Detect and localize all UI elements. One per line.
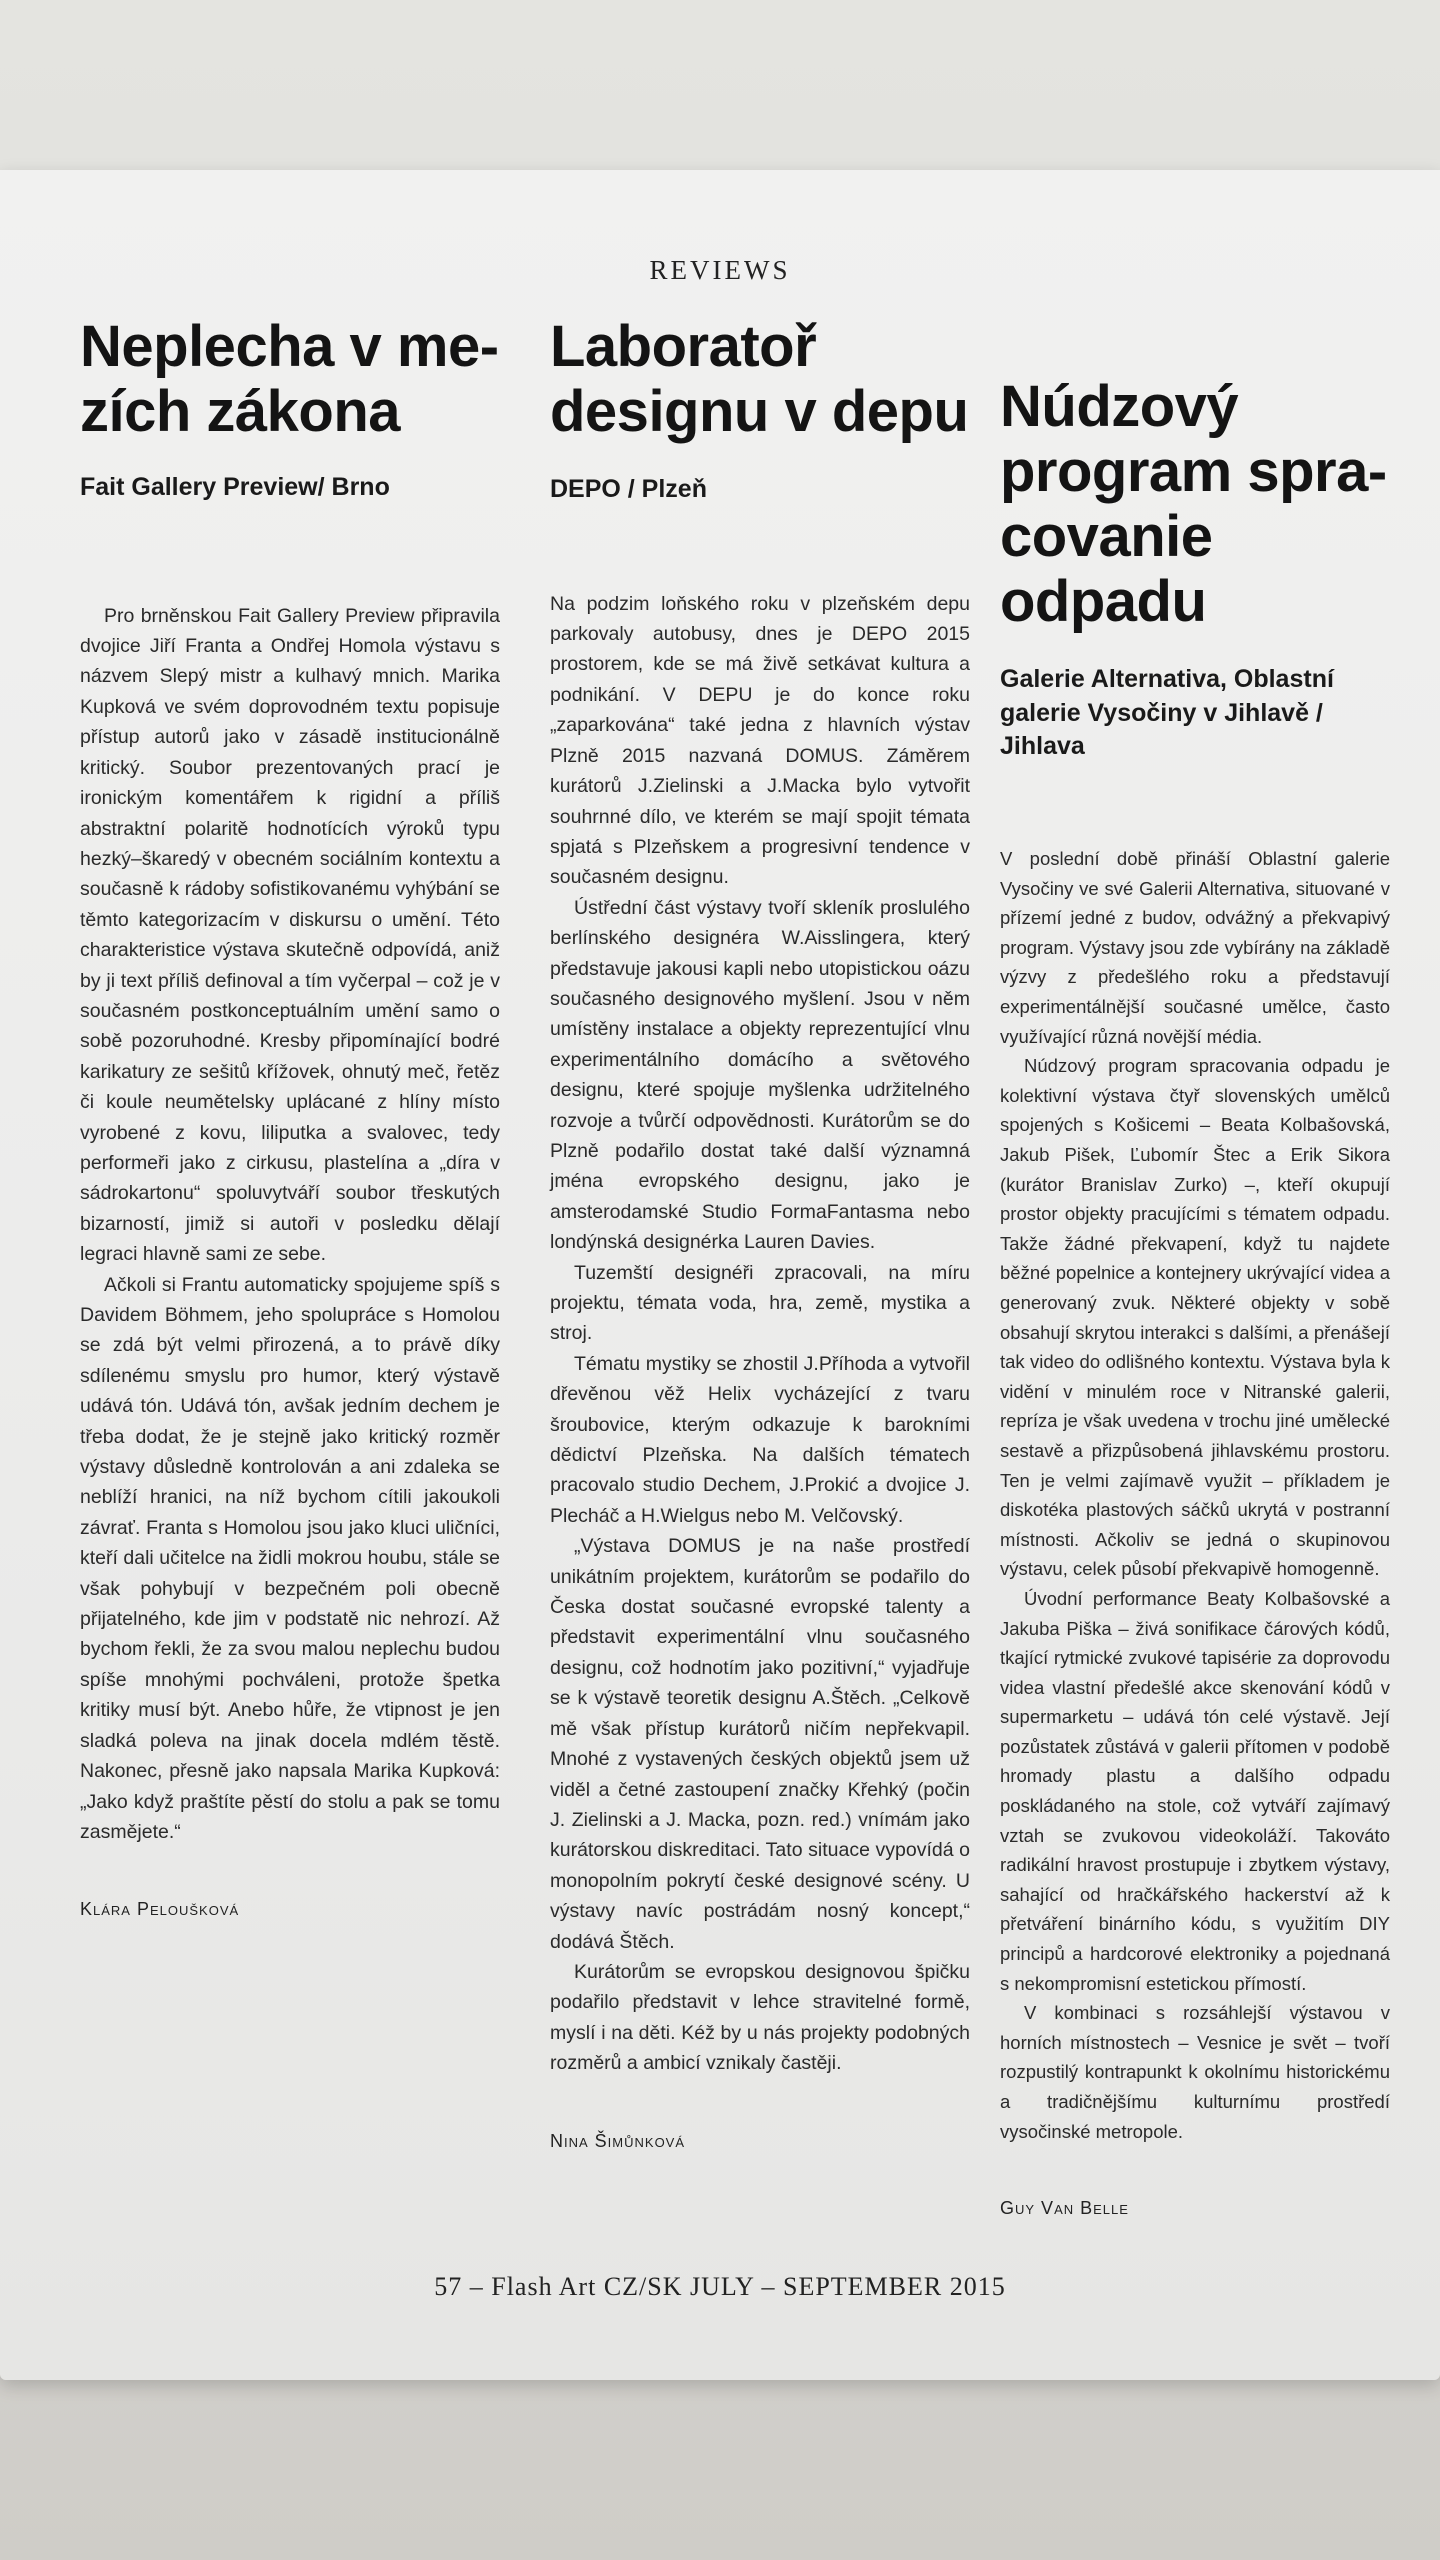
article-1-title bbox=[80, 315, 500, 445]
article-3-title-line: Núdzový bbox=[1000, 374, 1239, 439]
article-2-author: Nina Šimůnková bbox=[550, 2130, 686, 2151]
article-1-author: Klára Peloušková bbox=[80, 1899, 240, 1920]
magazine-page bbox=[0, 170, 1440, 2380]
article-3-paragraph: V kombinaci s rozsáhlejší výstavou v horních místnostech – Vesnice je svět – tvoří rozpustilý kontrapunkt k okolnímu historickému a tradičnějšímu kulturnímu prostředí vysočinské metropole. bbox=[1000, 2002, 1390, 2142]
article-3-paragraph: V poslední době přináší Oblastní galerie Vysočiny ve své Galerii Alternativa, situované v přízemí jedné z budov, odvážný a překvapivý program. Výstavy jsou zde vybírány na základě výzvy z předešlého roku a představují experimentálnější současné umělce, často využívající různá novější média. bbox=[1000, 848, 1390, 1047]
article-2-paragraph: Tématu mystiky se zhostil J.Příhoda a vytvořil dřevěnou věž Helix vycházející z tvaru šroubovice, kterým odkazuje k barokními dědictví Plzeňska. Na dalších tématech pracovalo studio Dechem, J.Prokić a dvojice J. Plecháč a H.Wielgus nebo M. Velčovský. bbox=[550, 1352, 970, 1527]
article-2-title-line: Laboratoř bbox=[550, 314, 817, 379]
article-column-3 bbox=[1000, 375, 1390, 2219]
article-1-title-line: zích zákona bbox=[80, 378, 401, 444]
article-2-paragraph: „Výstava DOMUS je na naše prostředí unikátním projektem, kurátorům se podařilo do Česka dostat současné evropské talenty a představit experimentální vlnu současného designu, což hodnotím jako pozitivní,“ vyjadřuje se k výstavě teoretik designu A.Štěch. „Celkově mě však přístup kurátorů ničím nepřekvapil. Mnohé z vystavených českých objektů jsem už viděl a četné zastoupení značky Křehký (počin J. Zielinski a J. Macka, pozn. red.) vnímám jako kurátorskou diskreditaci. Tato situace vypovídá o monopolním pokrytí české designové scény. U výstavy navíc postrádám nosný koncept,“ dodává Štěch. bbox=[550, 1535, 970, 1953]
article-1-venue: Fait Gallery Preview/ Brno bbox=[80, 472, 390, 501]
article-3-paragraph: Núdzový program spracovania odpadu je kolektivní výstava čtyř slovenských umělců spojených s Košicemi – Beata Kolbašovská, Jakub Pišek, Ľubomír Štec a Erik Sikora (kurátor Branislav Zurko) –, kteří okupují prostor objekty pracujícími s tématem odpadu. Takže žádné překvapení, když tu najdete běžné popelnice a kontejnery ukrývající videa a generovaný zvuk. Některé objekty v sobě obsahují skrytou interakci s dalšími, a přenášejí tak video do odlišného kontextu. Výstava byla k vidění v minulém roce v Nitranské galerii, repríza je však uvedena v trochu jiné umělecké sestavě a přizpůsobená jihlavskému prostoru. Ten je velmi zajímavě využit – příkladem je diskotéka plastových sáčků ukrytá v postranní místnosti. Ačkoliv se jedná o skupinovou výstavu, celek působí překvapivě homogenně. bbox=[1000, 1055, 1390, 1580]
article-2-paragraph: Kurátorům se evropskou designovou špičku podařilo představit v lehce stravitelné formě, myslí i na děti. Kéž by u nás projekty podobných rozměrů a ambicí vznikaly častěji. bbox=[550, 1960, 970, 2075]
article-2-paragraph: Ústřední část výstavy tvoří skleník proslulého berlínského designéra W.Aisslingera, který představuje jakousi kapli nebo utopistickou oázu současného designového myšlení. Jsou v něm umístěny instalace a objekty reprezentující vlnu experimentálního domácího a světového designu, které spojuje myšlenka udržitelného rozvoje a tvůrčí odpovědnosti. Kurátorům se do Plzně podařilo dostat také další významná jména evropského designu, jako je amsterodamské Studio FormaFantasma nebo londýnská designérka Lauren Davies. bbox=[550, 896, 970, 1254]
article-column-2 bbox=[550, 315, 970, 2152]
article-3-body bbox=[1000, 844, 1390, 2146]
article-column-1 bbox=[80, 315, 500, 1920]
page-footer: 57 – Flash Art CZ/SK JULY – SEPTEMBER 2015 bbox=[434, 2272, 1006, 2301]
article-2-title-line: designu v depu bbox=[550, 378, 969, 444]
article-2-venue: DEPO / Plzeň bbox=[550, 474, 707, 503]
article-1-paragraph: Ačkoli si Frantu automaticky spojujeme spíš s Davidem Böhmem, jeho spolupráce s Homolou se zdá být velmi přirozená, a to právě díky sdílenému smyslu pro humor, který výstavě udává tón. Udává tón, avšak jedním dechem je třeba dodat, že je stejně jako kritický rozměr výstavy důsledně kontrolován a ani zdaleka se neblíží hranici, na níž bychom cítili jakoukoli závrať. Franta s Homolou jsou jako kluci uličníci, kteří dali učitelce na židli mokrou houbu, stále se však pohybují v bezpečném poli obecně přijatelného, kde jim v podstatě nic nehrozí. Až bychom řekli, že za svou malou neplechu budou spíše mnohými pochváleni, protože špetka kritiky musí být. Anebo hůře, že vtipnost je jen sladká poleva na jinak docela mdlém těstě. Nakonec, přesně jako napsala Marika Kupková: „Jako když praštíte pěstí do stolu a pak se tomu zasmějete.“ bbox=[80, 1273, 500, 1843]
article-1-title-line: Neplecha v me- bbox=[80, 314, 499, 379]
article-3-title bbox=[1000, 375, 1390, 635]
article-3-title-line: covanie odpadu bbox=[1000, 503, 1213, 634]
article-2-paragraph: Na podzim loňského roku v plzeňském depu parkovaly autobusy, dnes je DEPO 2015 prostorem, kde se má živě setkávat kultura a podnikání. V DEPU je do konce roku „zaparkována“ také jedna z hlavních výstav Plzně 2015 nazvaná DOMUS. Záměrem kurátorů J.Zielinski a J.Macka bylo vytvořit souhrnné dílo, ve kterém se mají spojit témata spjatá s Plzeňskem a progresivní tendence v současném designu. bbox=[550, 592, 970, 889]
article-2-paragraph: Tuzemští designéři zpracovali, na míru projektu, témata voda, hra, země, mystika a stroj. bbox=[550, 1261, 970, 1345]
article-1-paragraph: Pro brněnskou Fait Gallery Preview připravila dvojice Jiří Franta a Ondřej Homola výstavu s názvem Slepý mistr a kulhavý mnich. Marika Kupková ve svém doprovodném textu popisuje přístup autorů jako v zásadě institucionálně kritický. Soubor prezentovaných prací je ironickým komentářem k rigidní a příliš abstraktní polaritě hodnotících výroků typu hezký–škaredý v obecném sociálním kontextu a současně k rádoby sofistikovanému vyhýbání se těmto kategorizacím v diskursu o umění. Této charakteristice výstava skutečně odpovídá, aniž by ji text příliš definoval a tím vyčerpal – což je v současném postkonceptuálním umění samo o sobě pozoruhodné. Kresby připomínající bodré karikatury ze sešitů křížovek, ohnutý meč, řetěz či koule neumětelsky uplácané z hlíny místo vyrobené z kovu, liliputka a svalovec, tedy performeři jako z cirkusu, plastelína a „díra v sádrokartonu“ spoluvytváří soubor třeskutých bizarností, jimiž si autoři v posledku dělají legraci hlavně sami ze sebe. bbox=[80, 604, 500, 1266]
article-2-body bbox=[550, 589, 970, 2079]
article-1-body bbox=[80, 601, 500, 1848]
article-3-paragraph: Úvodní performance Beaty Kolbašovské a Jakuba Piška – živá sonifikace čárových kódů, tkající rytmické zvukové tapisérie za doprovodu videa vlastní předešlé akce skenování kódů v supermarketu – udává tón celé výstavě. Její pozůstatek zůstává v galerii přítomen v podobě hromady plastu a dalšího odpadu poskládaného na stole, což vytváří zajímavý vztah se zvukovou videokoláží. Takováto radikální hravost prostupuje i zbytkem výstavy, sahající od hračkářského hackerství až k přetváření binárního kódu, s využitím DIY principů a hardcorové elektroniky a pojednaná s nekompromisní estetickou přímostí. bbox=[1000, 1587, 1390, 1994]
article-3-author: Guy Van Belle bbox=[1000, 2198, 1129, 2219]
article-3-venue: Galerie Alternativa, Oblastní galerie Vysočiny v Jihlavě / Jihlava bbox=[1000, 664, 1334, 761]
section-label: REVIEWS bbox=[649, 255, 791, 285]
article-2-title bbox=[550, 315, 970, 445]
article-3-title-line: program spra- bbox=[1000, 438, 1387, 504]
